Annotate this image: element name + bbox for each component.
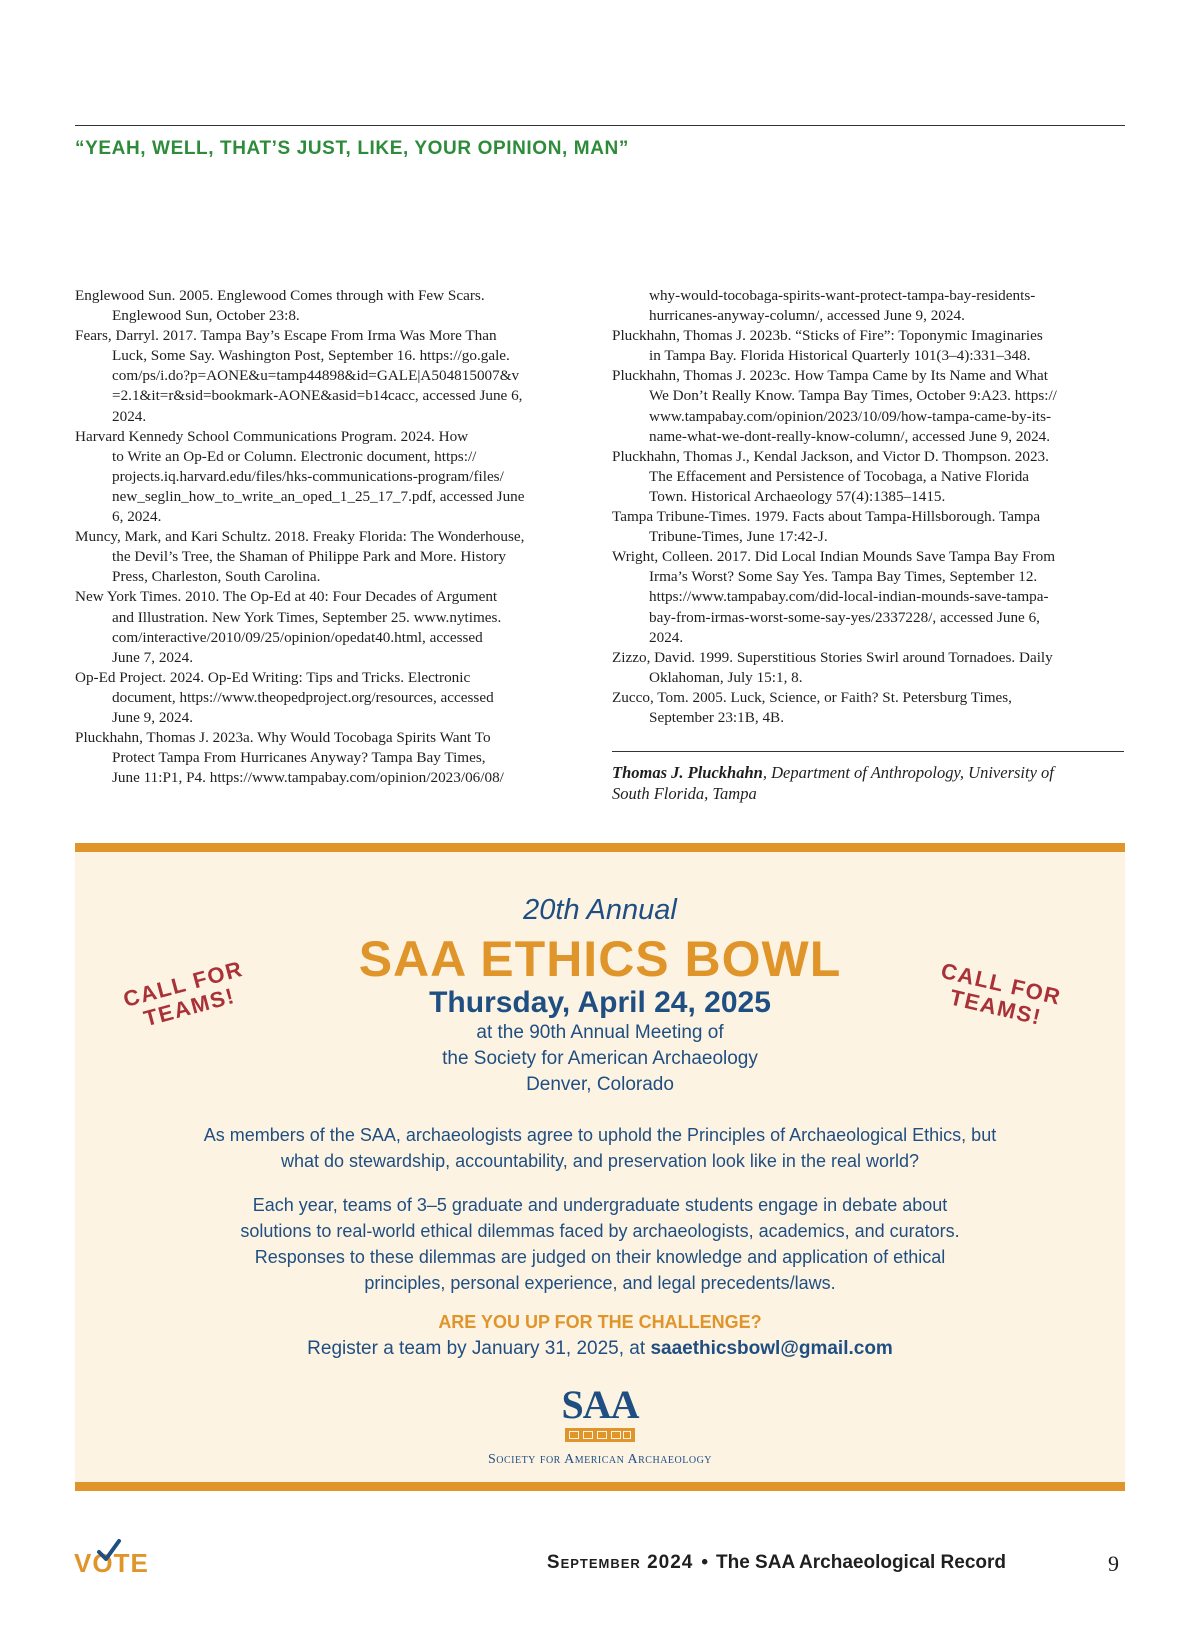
footer-bullet: • [701, 1552, 708, 1573]
reference-line: June 9, 2024. [112, 708, 193, 726]
ad-venue-line-2: the Society for American Archaeology [442, 1048, 758, 1069]
reference-line: name-what-we-dont-really-know-column/, accessed June 9, 2024. [649, 427, 1051, 445]
reference-entry: Tampa Tribune-Times. 1979. Facts about Tampa-Hillsborough. Tampa [612, 508, 1041, 526]
ad-register [75, 1338, 1125, 1360]
reference-entry: Zizzo, David. 1999. Superstitious Stories Swirl around Tornadoes. Daily [612, 648, 1053, 666]
reference-line: June 7, 2024. [112, 648, 193, 666]
page-number: 9 [1108, 1551, 1119, 1576]
reference-line: Press, Charleston, South Carolina. [112, 568, 321, 586]
reference-line: com/ps/i.do?p=AONE&u=tamp44898&id=GALE|A504815007&v [112, 367, 520, 385]
reference-line: why-would-tocobaga-spirits-want-protect-tampa-bay-residents- [649, 287, 1036, 304]
saa-logo-band-icon [565, 1428, 635, 1442]
saa-logo [75, 1384, 1125, 1468]
author-affiliation-2: South Florida, Tampa [612, 784, 757, 803]
author-rule [612, 751, 1124, 752]
saa-logo-society: Society for American Archaeology [487, 1452, 713, 1467]
ad-register-email[interactable]: saaethicsbowl@gmail.com [650, 1338, 893, 1359]
footer-publication: The SAA Archaeological Record [716, 1552, 1006, 1573]
reference-line: the Devil’s Tree, the Shaman of Philippe Park and More. History [112, 548, 506, 566]
reference-line: new_seglin_how_to_write_an_oped_1_25_17_7.pdf, accessed June [112, 487, 525, 505]
reference-line: Town. Historical Archaeology 57(4):1385–1415. [649, 487, 946, 505]
reference-entry: Muncy, Mark, and Kari Schultz. 2018. Freaky Florida: The Wonderhouse, [75, 528, 525, 546]
reference-line: document, https://www.theopedproject.org/resources, accessed [112, 688, 494, 706]
saa-logo-letters: SAA [561, 1382, 639, 1427]
reference-line: bay-from-irmas-worst-some-say-yes/2337228/, accessed June 6, [649, 608, 1040, 626]
reference-line: Tribune-Times, June 17:42-J. [649, 528, 828, 546]
reference-line: www.tampabay.com/opinion/2023/10/09/how-tampa-came-by-its- [649, 407, 1052, 425]
ad-paragraph-2: Each year, teams of 3–5 graduate and undergraduate students engage in debate about solutions to real-world ethical dilemmas faced by archaeologists, academics, and curators. Responses to these dilemmas are judged on their knowledge and application of ethical principles, personal experience, and legal precedents/laws. [240, 1195, 960, 1293]
author-name: Thomas J. Pluckhahn [612, 763, 763, 782]
references-left-column [75, 286, 587, 788]
reference-line: to Write an Op-Ed or Column. Electronic document, https:// [112, 447, 477, 465]
references-right-column [612, 286, 1124, 728]
reference-line: =2.1&it=r&sid=bookmark-AONE&asid=b14cacc, accessed June 6, [112, 387, 523, 405]
checkmark-icon [94, 1538, 122, 1566]
reference-line: Irma’s Worst? Some Say Yes. Tampa Bay Times, September 12. [649, 568, 1038, 586]
reference-entry: Zucco, Tom. 2005. Luck, Science, or Faith? St. Petersburg Times, [612, 688, 1012, 706]
vote-logo [74, 1548, 149, 1579]
call-for-teams-right: CALL FOR TEAMS! [938, 957, 1064, 1030]
reference-line: We Don’t Really Know. Tampa Bay Times, October 9:A23. https:// [649, 387, 1057, 405]
reference-line: 6, 2024. [112, 508, 162, 526]
reference-line: Oklahoman, July 15:1, 8. [649, 668, 803, 686]
reference-line: https://www.tampabay.com/did-local-indian-mounds-save-tampa- [649, 588, 1049, 606]
reference-line: Englewood Sun, October 23:8. [112, 307, 300, 325]
reference-line: 2024. [649, 628, 684, 646]
ad-venue-line-3: Denver, Colorado [526, 1074, 674, 1095]
reference-entry: Pluckhahn, Thomas J. 2023b. “Sticks of Fire”: Toponymic Imaginaries [612, 327, 1043, 345]
reference-entry: Fears, Darryl. 2017. Tampa Bay’s Escape From Irma Was More Than [75, 327, 497, 345]
reference-line: June 11:P1, P4. https://www.tampabay.com/opinion/2023/06/08/ [112, 769, 504, 787]
reference-entry: Pluckhahn, Thomas J. 2023a. Why Would Tocobaga Spirits Want To [75, 729, 491, 747]
reference-entry: Pluckhahn, Thomas J. 2023c. How Tampa Came by Its Name and What [612, 367, 1048, 385]
author-byline [612, 762, 1132, 804]
reference-line: hurricanes-anyway-column/, accessed June 9, 2024. [649, 307, 965, 325]
vote-letter-o: O [92, 1548, 113, 1579]
reference-line: com/interactive/2010/09/25/opinion/opedat40.html, accessed [112, 628, 483, 646]
reference-line: in Tampa Bay. Florida Historical Quarterly 101(3–4):331–348. [649, 347, 1031, 365]
ad-register-text: Register a team by January 31, 2025, at [307, 1338, 651, 1359]
reference-line: Protect Tampa From Hurricanes Anyway? Tampa Bay Times, [112, 749, 486, 767]
top-rule [75, 125, 1125, 126]
page-footer [547, 1552, 1006, 1574]
ad-venue [75, 1020, 1125, 1098]
reference-line: and Illustration. New York Times, September 25. www.nytimes. [112, 608, 502, 626]
ad-annual: 20th Annual [523, 894, 677, 926]
call-for-teams-left: CALL FOR TEAMS! [120, 955, 246, 1032]
author-affiliation: , Department of Anthropology, University of [762, 763, 1054, 782]
ad-title: SAA ETHICS BOWL [358, 931, 842, 987]
ad-date: Thursday, April 24, 2025 [429, 986, 771, 1019]
reference-entry: Wright, Colleen. 2017. Did Local Indian Mounds Save Tampa Bay From [612, 548, 1056, 566]
running-head: “YEAH, WELL, THAT’S JUST, LIKE, YOUR OPINION, MAN” [75, 138, 629, 159]
ad-paragraph-1: As members of the SAA, archaeologists agree to uphold the Principles of Archaeological Ethics, but what do stewardship, accountability, and preservation look like in the real world? [203, 1125, 997, 1171]
reference-entry: Op-Ed Project. 2024. Op-Ed Writing: Tips and Tricks. Electronic [75, 668, 471, 686]
reference-line: September 23:1B, 4B. [649, 708, 784, 726]
ad-challenge: ARE YOU UP FOR THE CHALLENGE? [438, 1312, 762, 1332]
reference-line: Luck, Some Say. Washington Post, September 16. https://go.gale. [112, 347, 510, 365]
reference-entry: Englewood Sun. 2005. Englewood Comes through with Few Scars. [75, 287, 485, 304]
ad-venue-line-1: at the 90th Annual Meeting of [476, 1022, 724, 1043]
ethics-bowl-ad [75, 843, 1125, 1491]
footer-month: September 2024 [546, 1552, 694, 1573]
vote-letters-te: TE [113, 1548, 149, 1578]
reference-line: 2024. [112, 407, 147, 425]
reference-line: The Effacement and Persistence of Tocobaga, a Native Florida [649, 467, 1030, 485]
reference-entry: Pluckhahn, Thomas J., Kendal Jackson, and Victor D. Thompson. 2023. [612, 447, 1049, 465]
reference-line: projects.iq.harvard.edu/files/hks-communications-program/files/ [112, 467, 504, 485]
vote-letter-v: V [74, 1548, 93, 1578]
reference-entry: New York Times. 2010. The Op-Ed at 40: Four Decades of Argument [75, 588, 498, 606]
reference-entry: Harvard Kennedy School Communications Program. 2024. How [75, 427, 469, 445]
